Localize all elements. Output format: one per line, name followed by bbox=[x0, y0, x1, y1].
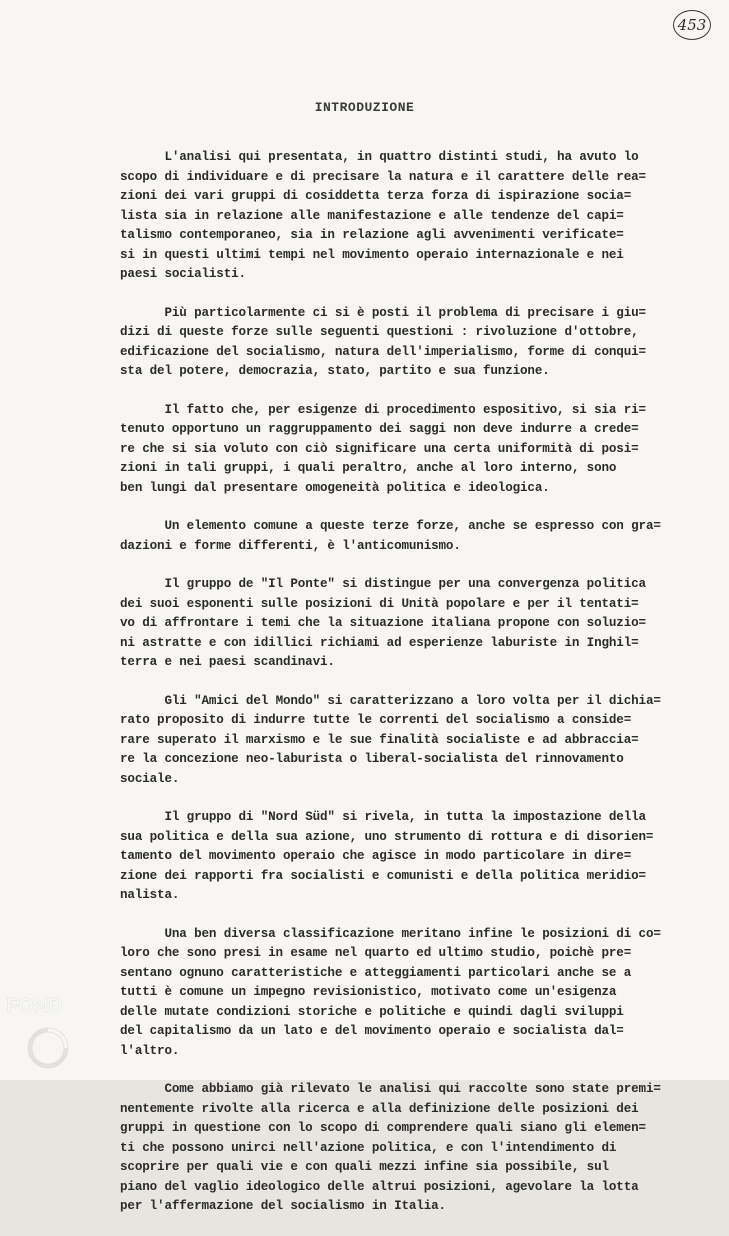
svg-text:FOND: FOND bbox=[6, 995, 63, 1017]
paragraph-6: Gli "Amici del Mondo" si caratterizzano a loro volta per il dichia= rato proposito di indurre tutte le correnti del socialismo a conside= rare superato il marxismo e le sue finalità socialiste e ad abbraccia= re la concezione neo-laburista o liberal-socialista del rinnovamento sociale. bbox=[120, 693, 661, 786]
document-body bbox=[120, 148, 710, 1236]
paragraph-7: Il gruppo di "Nord Süd" si rivela, in tutta la impostazione della sua politica e della sua azione, uno strumento di rottura e di disorien= tamento del movimento operaio che agisce in modo particolare in dire= zione dei rapporti fra socialisti e comunisti e della politica meridio= nalista. bbox=[120, 810, 654, 902]
paragraph-3: Il fatto che, per esigenze di procedimento espositivo, si sia ri= tenuto opportuno un raggruppamento dei saggi non deve indurre a crede= re che si sia voluto con ciò significare una certa uniformità di posi= zioni in tali gruppi, i quali peraltro, anche al loro interno, sono ben lungi dal presentare omogeneità politica e ideologica. bbox=[120, 402, 646, 495]
paragraph-8: Una ben diversa classificazione meritano infine le posizioni di co= loro che sono presi in esame nel quarto ed ultimo studio, poichè pre= sentano ognuno caratteristiche e atteggiamenti particolari anche se a tutti è comune un impegno revisionistico, motivato come un'esigenza delle mutate condizioni storiche e politiche e quindi dagli sviluppi del capitalismo da un lato e del movimento operaio e socialista dal= l'altro. bbox=[120, 926, 661, 1058]
paragraph-4: Un elemento comune a queste terze forze, anche se espresso con gra= dazioni e forme differenti, è l'anticomunismo. bbox=[120, 519, 661, 553]
page-number: 453 bbox=[673, 10, 711, 40]
paragraph-1: L'analisi qui presentata, in quattro distinti studi, ha avuto lo scopo di individuare e di precisare la natura e il carattere delle rea= zioni dei vari gruppi di cosiddetta terza forza di ispirazione socia= lista sia in relazione alle manifestazione e alle tendenze del capi= talismo contemporaneo, sia in relazione agli avvenimenti verificate= si in questi ultimi tempi nel movimento operaio internazionale e nei paesi socialisti. bbox=[120, 150, 646, 281]
archive-watermark-icon bbox=[4, 990, 88, 1070]
paragraph-5: Il gruppo de "Il Ponte" si distingue per una convergenza politica dei suoi esponenti sulle posizioni di Unità popolare e per il tentati= vo di affrontare i temi che la situazione italiana propone con soluzio= ni astratte e con idillici richiami ad esperienze laburiste in Inghil= terra e nei paesi scandinavi. bbox=[120, 577, 646, 669]
paragraph-9: Come abbiamo già rilevato le analisi qui raccolte sono state premi= nentemente rivolte alla ricerca e alla definizione delle posizioni dei gruppi in questione con lo scopo di comprendere quali siano gli elemen= ti che possono unirci nell'azione politica, e con l'intendimento di scoprire per quali vie e con quali mezzi infine sia possibile, sul piano del vaglio ideologico delle altrui posizioni, agevolare la lotta per l'affermazione del socialismo in Italia. bbox=[120, 1082, 661, 1213]
document-title: INTRODUZIONE bbox=[314, 100, 415, 115]
paragraph-2: Più particolarmente ci si è posti il problema di precisare i giu= dizi di queste forze sulle seguenti questioni : rivoluzione d'ottobre, edificazione del socialismo, natura dell'imperialismo, forme di conqui= sta del potere, democrazia, stato, partito e sua funzione. bbox=[120, 305, 646, 378]
